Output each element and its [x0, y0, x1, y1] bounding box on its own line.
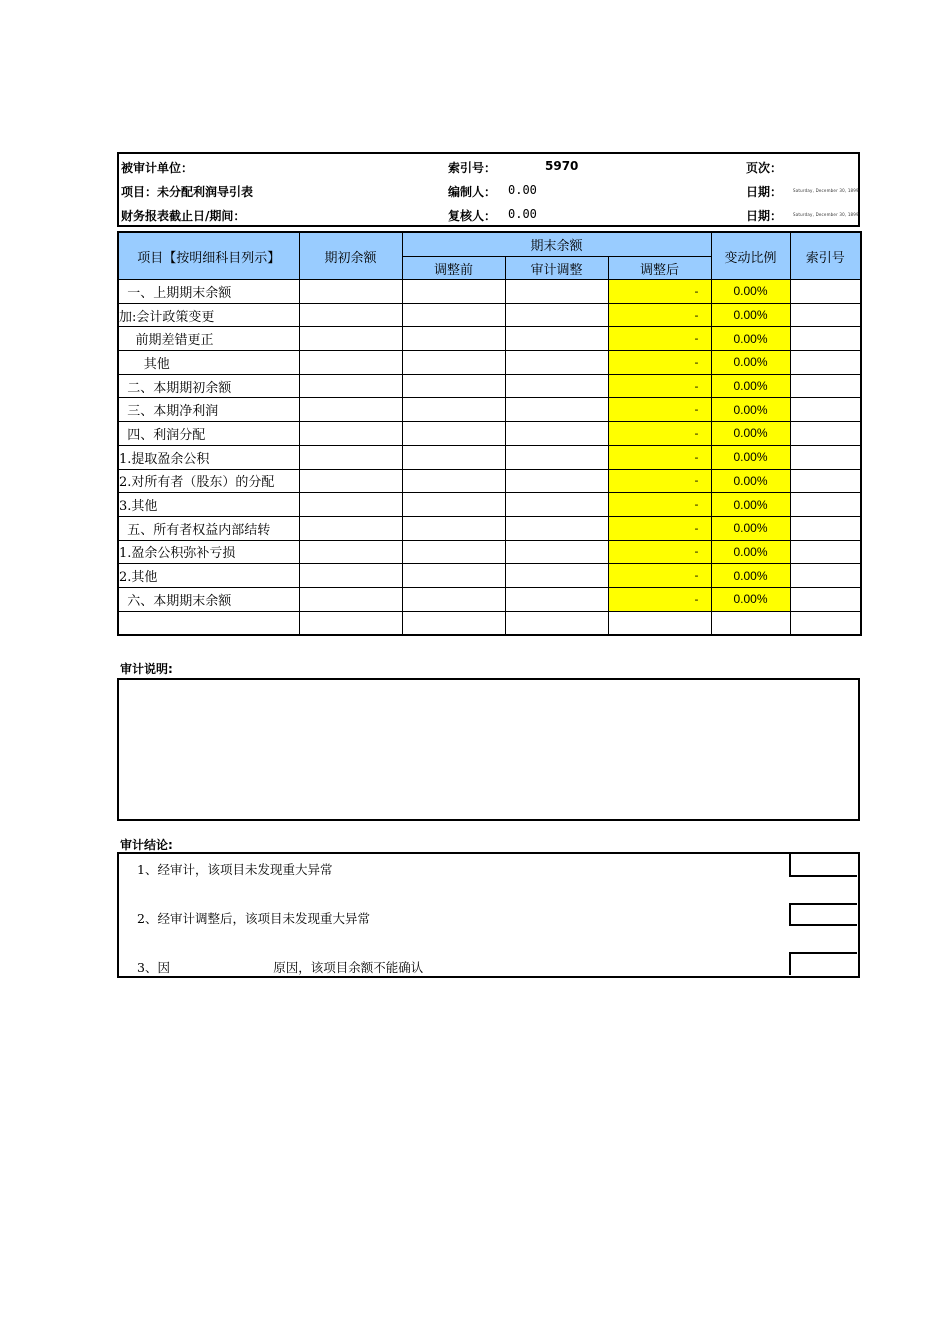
row-item-label[interactable]: 前期差错更正	[118, 327, 299, 351]
col-opening-header: 期初余额	[299, 232, 402, 280]
empty-cell[interactable]	[505, 611, 608, 635]
row-audit-adj-cell[interactable]	[505, 327, 608, 351]
table-row	[118, 516, 861, 540]
col-closing-header: 期末余额	[402, 232, 711, 257]
row-after-cell[interactable]: -	[608, 564, 711, 588]
row-after-cell[interactable]: -	[608, 351, 711, 375]
row-index-cell[interactable]	[790, 445, 861, 469]
row-change-cell[interactable]: 0.00%	[711, 445, 790, 469]
period-label: 财务报表截止日/期间：	[121, 209, 246, 223]
row-item-label[interactable]: 1.提取盈余公积	[118, 445, 299, 469]
row-item-label[interactable]: 四、利润分配	[118, 422, 299, 446]
col-index-header: 索引号	[790, 232, 861, 280]
row-index-cell[interactable]	[790, 516, 861, 540]
row-item-label[interactable]: 其他	[118, 351, 299, 375]
audited-unit-label: 被审计单位：	[121, 161, 194, 175]
row-after-cell[interactable]: -	[608, 398, 711, 422]
empty-cell[interactable]	[608, 611, 711, 635]
row-index-cell[interactable]	[790, 327, 861, 351]
row-audit-adj-cell[interactable]	[505, 493, 608, 517]
row-opening-cell[interactable]	[299, 327, 402, 351]
row-opening-cell[interactable]	[299, 493, 402, 517]
date-label-1: 日期：	[746, 185, 783, 199]
row-after-cell[interactable]: -	[608, 445, 711, 469]
row-index-cell[interactable]	[790, 564, 861, 588]
row-after-cell[interactable]: -	[608, 516, 711, 540]
row-item-label[interactable]: 2.其他	[118, 564, 299, 588]
row-before-cell[interactable]	[402, 469, 505, 493]
row-opening-cell[interactable]	[299, 445, 402, 469]
table-row	[118, 303, 861, 327]
row-before-cell[interactable]	[402, 516, 505, 540]
row-change-cell[interactable]: 0.00%	[711, 351, 790, 375]
row-index-cell[interactable]	[790, 280, 861, 304]
row-item-label[interactable]: 3.其他	[118, 493, 299, 517]
reviewer-label: 复核人：	[448, 209, 497, 223]
row-opening-cell[interactable]	[299, 422, 402, 446]
empty-cell[interactable]	[711, 611, 790, 635]
row-opening-cell[interactable]	[299, 351, 402, 375]
row-index-cell[interactable]	[790, 469, 861, 493]
row-after-cell[interactable]: -	[608, 280, 711, 304]
row-before-cell[interactable]	[402, 303, 505, 327]
row-after-cell[interactable]: -	[608, 374, 711, 398]
audit-conclusion-label: 审计结论:	[120, 838, 173, 852]
row-item-label[interactable]: 六、本期期末余额	[118, 587, 299, 611]
row-opening-cell[interactable]	[299, 398, 402, 422]
row-item-label[interactable]: 加:会计政策变更	[118, 303, 299, 327]
row-change-cell[interactable]: 0.00%	[711, 493, 790, 517]
row-after-cell[interactable]: -	[608, 493, 711, 517]
row-before-cell[interactable]	[402, 280, 505, 304]
table-row	[118, 351, 861, 375]
row-item-label[interactable]: 二、本期期初余额	[118, 374, 299, 398]
date-value-2: Saturday, December 30, 1899	[793, 212, 859, 217]
table-row	[118, 493, 861, 517]
row-index-cell[interactable]	[790, 398, 861, 422]
col-item-header: 项目【按明细科目列示】	[118, 232, 299, 280]
page-label: 页次：	[746, 161, 783, 175]
audit-description-label: 审计说明:	[120, 662, 173, 676]
table-row	[118, 327, 861, 351]
row-before-cell[interactable]	[402, 422, 505, 446]
row-before-cell[interactable]	[402, 351, 505, 375]
col-change-header: 变动比例	[711, 232, 790, 280]
row-after-cell[interactable]: -	[608, 587, 711, 611]
row-audit-adj-cell[interactable]	[505, 303, 608, 327]
row-item-label[interactable]: 三、本期净利润	[118, 398, 299, 422]
col-audit-adj-header: 审计调整	[505, 257, 608, 280]
row-after-cell[interactable]: -	[608, 422, 711, 446]
table-row	[118, 422, 861, 446]
table-row	[118, 564, 861, 588]
row-before-cell[interactable]	[402, 493, 505, 517]
conclusion-line-1: 1、经审计，该项目未发现重大异常	[137, 862, 333, 877]
row-after-cell[interactable]: -	[608, 540, 711, 564]
row-change-cell[interactable]: 0.00%	[711, 422, 790, 446]
row-change-cell[interactable]: 0.00%	[711, 469, 790, 493]
row-before-cell[interactable]	[402, 445, 505, 469]
table-row-empty	[118, 611, 861, 635]
header-box	[117, 152, 860, 227]
row-after-cell[interactable]: -	[608, 303, 711, 327]
table-row	[118, 587, 861, 611]
row-index-cell[interactable]	[790, 493, 861, 517]
row-change-cell[interactable]: 0.00%	[711, 398, 790, 422]
row-after-cell[interactable]: -	[608, 469, 711, 493]
empty-cell[interactable]	[299, 611, 402, 635]
row-opening-cell[interactable]	[299, 303, 402, 327]
row-index-cell[interactable]	[790, 587, 861, 611]
row-before-cell[interactable]	[402, 398, 505, 422]
index-label: 索引号：	[448, 161, 497, 175]
index-value: 5970	[545, 159, 579, 173]
row-opening-cell[interactable]	[299, 587, 402, 611]
conclusion-line-2: 2、经审计调整后，该项目未发现重大异常	[137, 911, 370, 926]
col-after-header: 调整后	[608, 257, 711, 280]
row-audit-adj-cell[interactable]	[505, 516, 608, 540]
audit-conclusion-box	[117, 852, 860, 978]
row-opening-cell[interactable]	[299, 540, 402, 564]
row-audit-adj-cell[interactable]	[505, 445, 608, 469]
row-opening-cell[interactable]	[299, 516, 402, 540]
preparer-label: 编制人：	[448, 185, 497, 199]
reviewer-value: 0.00	[508, 207, 537, 221]
table-row	[118, 540, 861, 564]
table-row	[118, 374, 861, 398]
preparer-value: 0.00	[508, 183, 537, 197]
row-audit-adj-cell[interactable]	[505, 564, 608, 588]
row-item-label[interactable]: 五、所有者权益内部结转	[118, 516, 299, 540]
row-change-cell[interactable]: 0.00%	[711, 564, 790, 588]
table-row	[118, 280, 861, 304]
empty-cell[interactable]	[118, 611, 299, 635]
row-audit-adj-cell[interactable]	[505, 398, 608, 422]
conclusion-checkbox-2[interactable]	[789, 903, 857, 926]
row-item-label[interactable]: 1.盈余公积弥补亏损	[118, 540, 299, 564]
col-before-header: 调整前	[402, 257, 505, 280]
row-index-cell[interactable]	[790, 374, 861, 398]
row-change-cell[interactable]: 0.00%	[711, 374, 790, 398]
date-label-2: 日期：	[746, 209, 783, 223]
empty-cell[interactable]	[790, 611, 861, 635]
row-audit-adj-cell[interactable]	[505, 351, 608, 375]
row-audit-adj-cell[interactable]	[505, 374, 608, 398]
row-before-cell[interactable]	[402, 587, 505, 611]
table-row	[118, 398, 861, 422]
row-audit-adj-cell[interactable]	[505, 540, 608, 564]
row-before-cell[interactable]	[402, 540, 505, 564]
row-change-cell[interactable]: 0.00%	[711, 587, 790, 611]
row-audit-adj-cell[interactable]	[505, 469, 608, 493]
row-opening-cell[interactable]	[299, 469, 402, 493]
project-label: 项目：未分配利润导引表	[121, 185, 254, 199]
audit-description-box[interactable]	[117, 678, 860, 821]
table-row	[118, 445, 861, 469]
row-before-cell[interactable]	[402, 564, 505, 588]
row-change-cell[interactable]: 0.00%	[711, 280, 790, 304]
guide-table	[117, 231, 862, 636]
row-item-label[interactable]: 一、上期期末余额	[118, 280, 299, 304]
conclusion-line-3: 3、因 原因，该项目余额不能确认	[137, 960, 424, 975]
row-opening-cell[interactable]	[299, 374, 402, 398]
row-opening-cell[interactable]	[299, 280, 402, 304]
row-change-cell[interactable]: 0.00%	[711, 327, 790, 351]
row-audit-adj-cell[interactable]	[505, 587, 608, 611]
conclusion-checkbox-1[interactable]	[789, 854, 857, 877]
date-value-1: Saturday, December 30, 1899	[793, 188, 859, 193]
row-index-cell[interactable]	[790, 540, 861, 564]
row-index-cell[interactable]	[790, 422, 861, 446]
row-after-cell[interactable]: -	[608, 327, 711, 351]
row-item-label[interactable]: 2.对所有者（股东）的分配	[118, 469, 299, 493]
row-before-cell[interactable]	[402, 374, 505, 398]
row-index-cell[interactable]	[790, 303, 861, 327]
conclusion-checkbox-3[interactable]	[789, 952, 857, 975]
row-change-cell[interactable]: 0.00%	[711, 516, 790, 540]
row-change-cell[interactable]: 0.00%	[711, 303, 790, 327]
row-before-cell[interactable]	[402, 327, 505, 351]
row-audit-adj-cell[interactable]	[505, 422, 608, 446]
row-opening-cell[interactable]	[299, 564, 402, 588]
table-row	[118, 469, 861, 493]
row-audit-adj-cell[interactable]	[505, 280, 608, 304]
row-index-cell[interactable]	[790, 351, 861, 375]
empty-cell[interactable]	[402, 611, 505, 635]
row-change-cell[interactable]: 0.00%	[711, 540, 790, 564]
